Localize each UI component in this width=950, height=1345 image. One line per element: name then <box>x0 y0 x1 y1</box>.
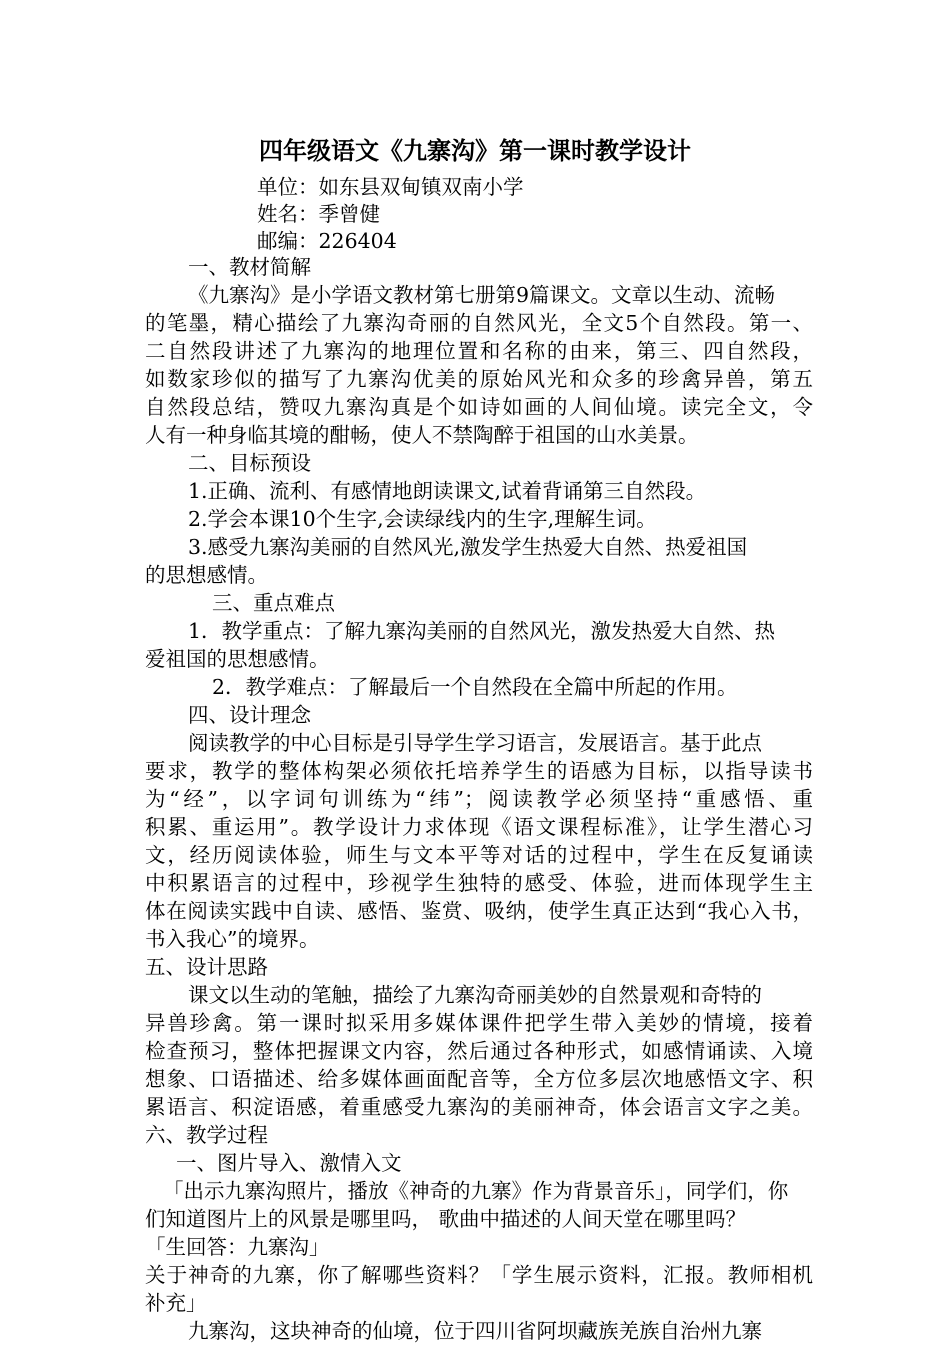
list-item: 1.正确、流利、有感情地朗读课文,试着背诵第三自然段。 <box>188 479 707 503</box>
paragraph-line: 九寨沟，这块神奇的仙境，位于四川省阿坝藏族羌族自治州九寨 <box>188 1319 762 1343</box>
paragraph-line: 们知道图片上的风景是哪里吗， 歌曲中描述的人间天堂在哪里吗？ <box>145 1207 747 1231</box>
paragraph-line: 异兽珍禽。第一课时拟采用多媒体课件把学生带入美妙的情境，接着 <box>145 1011 813 1035</box>
author-postcode: 邮编：226404 <box>257 229 397 253</box>
list-item: 3.感受九寨沟美丽的自然风光,激发学生热爱大自然、热爱祖国 <box>188 535 748 559</box>
paragraph-line: 积累、重运用”。教学设计力求体现《语文课程标准》，让学生潜心习 <box>145 815 813 839</box>
author-name: 姓名：季曾健 <box>257 202 380 226</box>
paragraph-line: 累语言、积淀语感，着重感受九寨沟的美丽神奇，体会语言文字之美。 <box>145 1095 813 1119</box>
paragraph-line: 「出示九寨沟照片，播放《神奇的九寨》作为背景音乐」，同学们，你 <box>163 1179 789 1203</box>
paragraph-line: 检查预习，整体把握课文内容，然后通过各种形式，如感情诵读、入境 <box>145 1039 813 1063</box>
section-heading: 二、目标预设 <box>188 451 311 475</box>
list-item: 1．教学重点：了解九寨沟美丽的自然风光，激发热爱大自然、热 <box>188 619 776 643</box>
paragraph-line: 「生回答：九寨沟」 <box>145 1235 330 1259</box>
paragraph-line: 想象、口语描述、给多媒体画面配音等，全方位多层次地感悟文字、积 <box>145 1067 813 1091</box>
list-item: 爱祖国的思想感情。 <box>145 647 330 671</box>
paragraph-line: 阅读教学的中心目标是引导学生学习语言，发展语言。基于此点 <box>188 731 762 755</box>
paragraph-line: 文，经历阅读体验，师生与文本平等对话的过程中，学生在反复诵读 <box>145 843 813 867</box>
list-item: 2．教学难点：了解最后一个自然段在全篇中所起的作用。 <box>212 675 738 699</box>
list-item: 的思想感情。 <box>145 563 268 587</box>
paragraph-line: 自然段总结，赞叹九寨沟真是个如诗如画的人间仙境。读完全文，令 <box>145 395 813 419</box>
document-title: 四年级语文《九寨沟》第一课时教学设计 <box>259 137 691 165</box>
paragraph-line: 如数家珍似的描写了九寨沟优美的原始风光和众多的珍禽异兽，第五 <box>145 367 813 391</box>
paragraph-line: 书入我心”的境界。 <box>145 927 320 951</box>
paragraph-line: 要求，教学的整体构架必须依托培养学生的语感为目标，以指导读书 <box>145 759 813 783</box>
section-heading: 四、设计理念 <box>188 703 311 727</box>
section-heading: 一、教材简解 <box>188 255 311 279</box>
paragraph-line: 中积累语言的过程中，珍视学生独特的感受、体验，进而体现学生主 <box>145 871 813 895</box>
paragraph-line: 补充」 <box>145 1291 207 1315</box>
section-heading: 三、重点难点 <box>212 591 335 615</box>
paragraph-line: 体在阅读实践中自读、感悟、鉴赏、吸纳，使学生真正达到“我心入书， <box>145 899 813 923</box>
section-heading: 六、教学过程 <box>145 1123 268 1147</box>
list-item: 2.学会本课10个生字,会读绿线内的生字,理解生词。 <box>188 507 657 531</box>
paragraph-line: 课文以生动的笔触，描绘了九寨沟奇丽美妙的自然景观和奇特的 <box>188 983 762 1007</box>
paragraph-line: 《九寨沟》是小学语文教材第七册第9篇课文。文章以生动、流畅 <box>188 283 776 307</box>
paragraph-line: 关于神奇的九寨，你了解哪些资料？「学生展示资料，汇报。教师相机 <box>145 1263 813 1287</box>
paragraph-line: 二自然段讲述了九寨沟的地理位置和名称的由来，第三、四自然段， <box>145 339 813 363</box>
paragraph-line: 人有一种身临其境的酣畅，使人不禁陶醉于祖国的山水美景。 <box>145 423 699 447</box>
section-heading: 五、设计思路 <box>145 955 268 979</box>
subsection-heading: 一、图片导入、激情入文 <box>176 1151 402 1175</box>
paragraph-line: 为“经”，以字词句训练为“纬”；阅读教学必须坚持“重感悟、重 <box>145 787 813 811</box>
author-unit: 单位：如东县双甸镇双南小学 <box>257 175 524 199</box>
paragraph-line: 的笔墨，精心描绘了九寨沟奇丽的自然风光，全文5个自然段。第一、 <box>145 311 813 335</box>
